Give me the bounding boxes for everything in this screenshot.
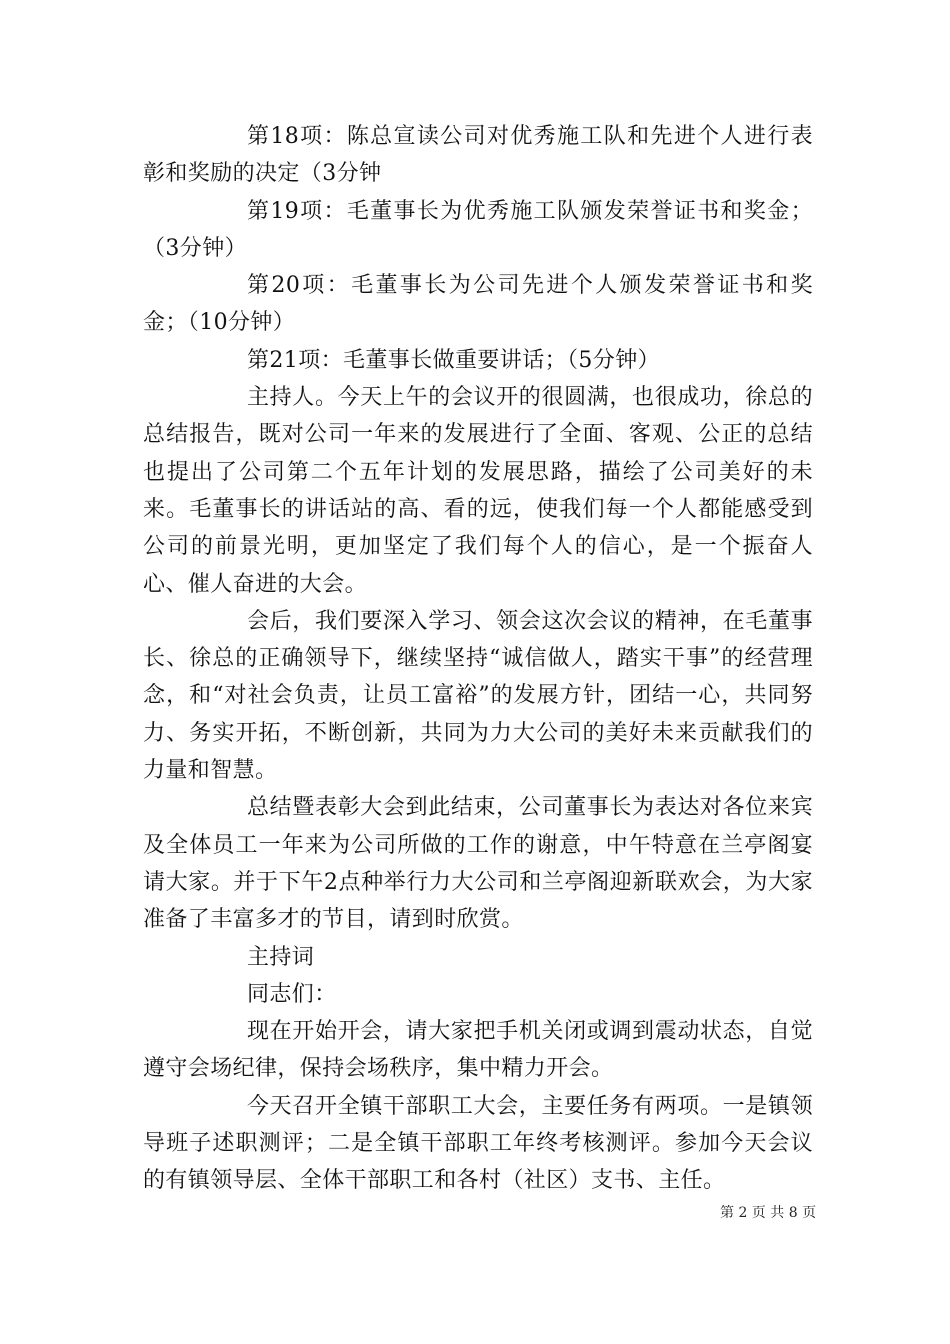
paragraph-tasks: 今天召开全镇干部职工大会，主要任务有两项。一是镇领导班子述职测评；二是全镇干部职工年终考核测评。参加今天会议的有镇领导层、全体干部职工和各村（社区）支书、主任。 bbox=[143, 1093, 813, 1194]
section-heading: 主持词 bbox=[247, 944, 315, 970]
paragraph-after-meeting: 会后，我们要深入学习、领会这次会议的精神，在毛董事长、徐总的正确领导下，继续坚持“诚信做人，踏实干事”的经营理念，和“对社会负责，让员工富裕”的发展方针，团结一心，共同努力、务实开拓，不断创新，共同为力大公司的美好未来贡献我们的力量和智慧。 bbox=[143, 608, 813, 784]
paragraph-item-21: 第21项：毛董事长做重要讲话；（5分钟） bbox=[247, 347, 660, 373]
document-body bbox=[143, 118, 813, 1200]
page-number: 第 2 页 共 8 页 bbox=[720, 1205, 817, 1221]
salutation: 同志们： bbox=[247, 981, 337, 1007]
paragraph-item-19: 第19项：毛董事长为优秀施工队颁发荣誉证书和奖金；（3分钟） bbox=[143, 198, 813, 261]
paragraph-item-18: 第18项：陈总宣读公司对优秀施工队和先进个人进行表彰和奖励的决定（3分钟 bbox=[143, 124, 813, 187]
paragraph-host-remarks: 主持人。今天上午的会议开的很圆满，也很成功，徐总的总结报告，既对公司一年来的发展进行了全面、客观、公正的总结也提出了公司第二个五年计划的发展思路，描绘了公司美好的未来。毛董事长的讲话站的高、看的远，使我们每一个人都能感受到公司的前景光明，更加坚定了我们每个人的信心，是一个振奋人心、催人奋进的大会。 bbox=[143, 385, 813, 597]
paragraph-closing: 总结暨表彰大会到此结束，公司董事长为表达对各位来宾及全体员工一年来为公司所做的工作的谢意，中午特意在兰亭阁宴请大家。并于下午2点种举行力大公司和兰亭阁迎新联欢会，为大家准备了丰富多才的节目，请到时欣赏。 bbox=[143, 795, 813, 933]
paragraph-item-20: 第20项：毛董事长为公司先进个人颁发荣誉证书和奖金；（10分钟） bbox=[143, 273, 813, 336]
paragraph-opening: 现在开始开会，请大家把手机关闭或调到震动状态，自觉遵守会场纪律，保持会场秩序，集中精力开会。 bbox=[143, 1019, 813, 1082]
